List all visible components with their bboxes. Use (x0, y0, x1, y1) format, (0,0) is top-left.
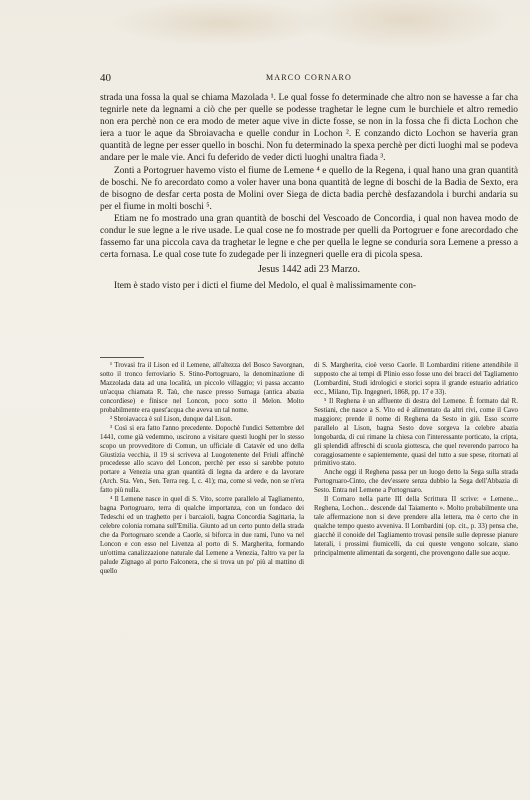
footnote-rule (100, 357, 144, 358)
paper-stain (110, 0, 330, 46)
footnote: Il Cornaro nella parte III della Scrittura II scrive: « Lemene... Reghena, Lochon... descende dal Taiamento ». Molto probabilmente una tale affermazione non si deve prendere alla lettera, ma è certo che in qualche tempo questo avveniva. Il Lombardini (op. cit., p. 33) pensa che, giacchè il conoide del Tagliamento trovasi pensile sulle depresse pianure laterali, i prossimi fiumicelli, da cui queste vengono solcate, siano principalmente alimentati da sorgenti, che provengono dalle sue acque. (314, 496, 518, 558)
footnote: ⁵ Il Reghena è un affluente di destra del Lemene. È formato dal R. Sestiani, che nasce a S. Vito ed è alimentato da altri rivi, come il Cavo maggiore; prende il nome di Reghena da Sesto in giù. Esso scorre parallelo al Lison, bagna Sesto dove sorgeva la celebre abazia longobarda, di cui rimane la chiesa con l'interessante porticato, la cripta, gli splendidi affreschi di scuola giottesca, che quel reverendo parroco ha coraggiosamente e sapientemente, quasi del tutto a sue spese, ritornati al primitivo stato. (314, 397, 518, 468)
footnote: ³ Così si era fatto l'anno precedente. Dopochè l'undici Settembre del 1441, come già vedemmo, uscirono a visitare questi luoghi per lo stesso scopo un provveditore di Comun, un ufficiale di Catavèr ed uno della Giustizia vecchia, il 19 si scriveva al Luogotenente del Friuli affinchè procedesse allo scavo del Loncon, perchè per esso si sarebbe potuto portare a Venezia una gran quantità di legna da ardere e da lavorare (Arch. Sta. Ven., Sen. Terra reg. I, c. 41); ma, come si vede, non se n'era fatto più nulla. (100, 424, 304, 495)
footnotes (100, 362, 518, 780)
paragraph: strada una fossa la qual se chiama Mazolada ¹. Le qual fosse fo determinade che altro non se havesse a far cha tegnirle nete da legnami a ciò che per quelle se podesse traghetar le legne cum le burchiele et altro remedio non era perchè non ce era modo de meter aque vive in dicte fosse, se non in la fossa che fi dicta Lochon che iera a tuor le aque da Sbroiavacha e quelle condur in Lochon ². E conzando dicto Lochon se haveria gran quantità de legne per esser quello in boschi. Non fu determinado la spexa perchè per dicti luoghi mal se podeva andare per le male vie. Anci fu deferido de veder dicti luoghi unaltra fiada ³. (100, 93, 518, 164)
paragraph: Etiam ne fo mostrado una gran quantità de boschi del Vescoado de Concordia, i qual non havea modo de condur le sue legne a le rive usade. Le qual cose ne fo mostrade per quelli da Portogruer e fone arecordado che fassemo far una piccola cava da traghetar le legne e che per quella le legne se conduria sora Lemene a presso a certa fornasa. Le qual cose tute fo zudegade per li inzegneri quelle era di picola spesa. (100, 213, 518, 261)
dateline: Jesus 1442 adì 23 Marzo. (258, 264, 360, 276)
paragraph: Item è stado visto per i dicti el fiume del Medolo, el qual è malissimamente con- (114, 281, 417, 292)
main-text (100, 92, 518, 293)
page-header (100, 72, 518, 86)
paper-stain (300, 0, 510, 50)
footnote-column-right (314, 362, 518, 780)
footnote: Anche oggi il Reghena passa per un luogo detto la Sega sulla strada Portogruaro-Cinto, che dev'essere senza dubbio la Sega dell'Abbazia di Sesto. Entra nel Lemene a Portogruaro. (314, 469, 518, 495)
running-title: MARCO CORNARO (265, 73, 353, 82)
page-number: 40 (100, 72, 111, 84)
footnote: ² Sbroiavacca è sul Lison, dunque dal Lison. (110, 415, 233, 423)
footnote: ⁴ Il Lemene nasce in quel di S. Vito, scorre parallelo al Tagliamento, bagna Portogruaro, terra di qualche importanza, con un fondaco dei Tedeschi ed un traghetto per i barcaioli, bagna Concordia Sagittaria, la celebre colonia romana sull'Emilia. Giunto ad un certo punto della strada che da Portogruaro scende a Caorle, si biforca in due rami, l'uno va nel Loncon e con esso nel Livenza al porto di S. Margherita, formando un'ottima canalizzazione naturale dal Lemene a Venezia, l'altro va per la palude Zignago al porto Falconera, che si trova un po' più al mattino di quello (100, 496, 304, 575)
paragraph: Zonti a Portogruer havemo visto el fiume de Lemene ⁴ e quello de la Regena, i qual hano una gran quantità de boschi. Ne fo arecordato como a voler haver una bona quantità de legne di boschi de la Badia de Sexto, era de bisogno de desfar certa posta de Molini over Siega de dicta badia perchè desfazandola i burchi andaria su per el fiume in molti boschi ⁵. (100, 165, 518, 212)
footnote-column-left (100, 362, 304, 780)
footnote-continuation: di S. Margherita, cioè verso Caorle. Il Lombardini ritiene attendibile il supposto che ai tempi di Plinio esso fosse uno dei bracci del Tagliamento (Lombardini, Studi idrologici e storici sopra il grande estuario adriatico ecc., Milano, Tip. Ingegneri, 1868, pp. 17 e 33). (314, 362, 518, 396)
footnote: ¹ Trovasi fra il Lison ed il Lemene, all'altezza del Bosco Savorgnan, sotto il tronco ferroviario S. Stino-Portogruaro, la denominazione di Mazzolada data ad una località, un piccolo villaggio; vi passa accanto un'acqua chiamata R. Taù, che nasce presso Sumaga (antica abazia concordiese) e finisce nel Loncon, poco sotto il Melon. Molto probabilmente era quest'acqua che aveva un tal nome. (100, 362, 304, 414)
